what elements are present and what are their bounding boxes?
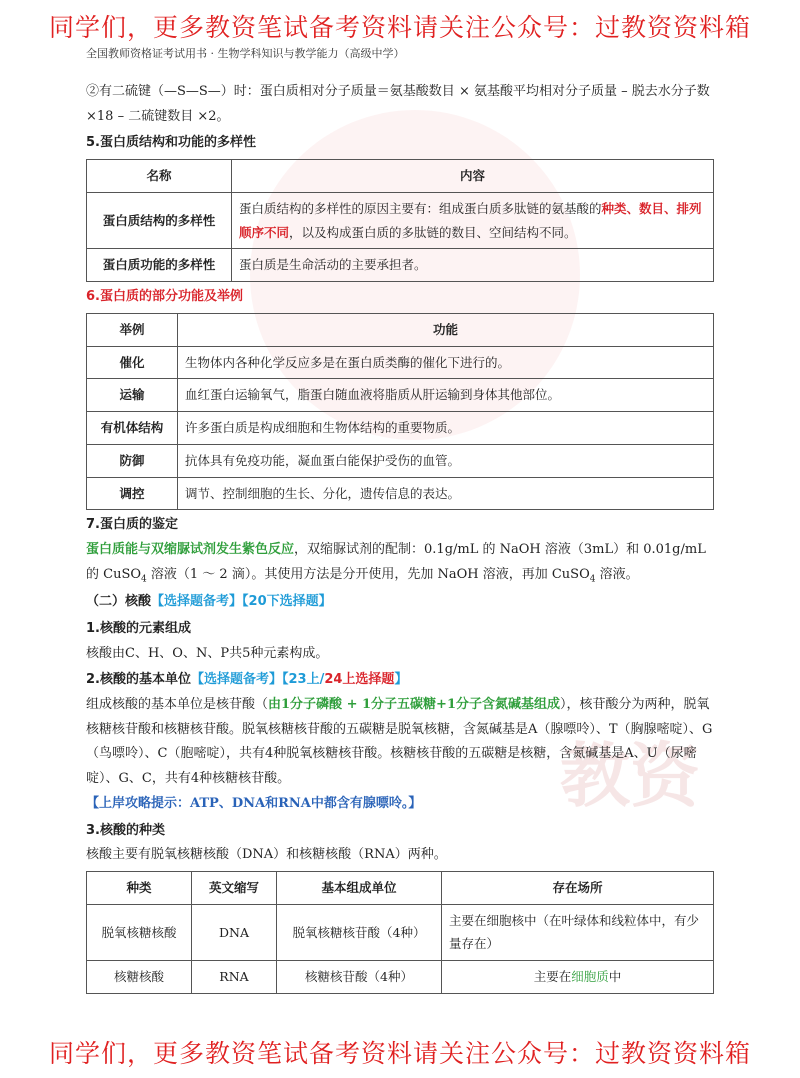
green-highlight: 由1分子磷酸 + 1分子五碳糖+1分子含氮碱基组成: [268, 697, 560, 713]
protein-function-table: [86, 313, 714, 511]
content-text: ，以及构成蛋白质的多肽链的数目、空间结构不同。: [289, 224, 577, 240]
exam-tag: 【选择题备考】: [151, 594, 243, 610]
col-header-place: 存在场所: [442, 871, 714, 904]
cell-place: [442, 961, 714, 994]
bottom-banner: 同学们，更多教资笔试备考资料请关注公众号：过教资资料箱: [48, 1039, 751, 1068]
n1-text: 核酸由C、H、O、N、P共5种元素构成。: [86, 645, 329, 661]
nucleic-acid-table: [86, 871, 714, 994]
exam-tag: 【23上/: [282, 672, 325, 688]
exam-tag: 】: [394, 672, 408, 688]
content-text: 蛋白质结构的多样性的原因主要有：组成蛋白质多肽链的氨基酸的: [239, 200, 602, 216]
section6-title: 6.蛋白质的部分功能及举例: [86, 289, 243, 305]
row-content: 生物体内各种化学反应多是在蛋白质类酶的催化下进行的。: [178, 346, 714, 379]
cell-place: 主要在细胞核中（在叶绿体和线粒体中，有少量存在）: [442, 904, 714, 961]
top-banner: 同学们，更多教资笔试备考资料请关注公众号：过教资资料箱: [48, 13, 751, 42]
part-title-text: （二）核酸: [86, 594, 152, 610]
row-name: 运输: [87, 379, 178, 412]
row-content: [232, 192, 714, 249]
table-row: [87, 192, 714, 249]
table-header-row: [87, 313, 714, 346]
highlight-text: 种类、数目、排列顺序不同: [239, 200, 702, 240]
title-text: 2.核酸的基本单位: [86, 672, 191, 688]
section7-title: 7.蛋白质的鉴定: [86, 517, 178, 533]
row-name: 蛋白质结构的多样性: [87, 192, 232, 249]
tip-note: 【上岸攻略提示：ATP、DNA和RNA中都含有腺嘌呤。】: [86, 795, 422, 811]
protein-diversity-table: [86, 159, 714, 282]
row-content: 蛋白质是生命活动的主要承担者。: [232, 249, 714, 282]
col-header-function: 功能: [178, 313, 714, 346]
table-row: [87, 904, 714, 961]
part2-title: [86, 590, 714, 615]
row-name: 调控: [87, 477, 178, 510]
cell-type: 脱氧核糖核酸: [87, 904, 192, 961]
n2-title: [86, 668, 714, 693]
table-row: [87, 961, 714, 994]
col-header-type: 种类: [87, 871, 192, 904]
table-row: [87, 444, 714, 477]
row-content: 血红蛋白运输氧气，脂蛋白随血液将脂质从肝运输到身体其他部位。: [178, 379, 714, 412]
col-header-example: 举例: [87, 313, 178, 346]
row-name: 催化: [87, 346, 178, 379]
col-header-abbr: 英文缩写: [192, 871, 277, 904]
exam-tag: 【选择题备考】: [190, 672, 282, 688]
col-header-content: 内容: [232, 160, 714, 193]
subscript: 4: [589, 574, 596, 585]
n1-title: 1.核酸的元素组成: [86, 621, 191, 636]
col-header-unit: 基本组成单位: [277, 871, 442, 904]
text: 组成核酸的基本单位是核苷酸（: [86, 697, 269, 713]
table-row: [87, 249, 714, 282]
row-name: 蛋白质功能的多样性: [87, 249, 232, 282]
n2-text: [86, 693, 714, 792]
table-row: [87, 412, 714, 445]
table-row: [87, 346, 714, 379]
table-row: [87, 379, 714, 412]
section5-title: 5.蛋白质结构和功能的多样性: [86, 135, 256, 151]
table-header-row: [87, 160, 714, 193]
watermark-text: 教资: [560, 735, 700, 817]
n3-title: 3.核酸的种类: [86, 822, 165, 838]
n3-text: 核酸主要有脱氧核糖核酸（DNA）和核糖核酸（RNA）两种。: [86, 847, 447, 863]
protein-identification-text: [86, 538, 714, 588]
row-content: 抗体具有免疫功能，凝血蛋白能保护受伤的血管。: [178, 444, 714, 477]
cell-unit: 脱氧核糖核苷酸（4种）: [277, 904, 442, 961]
book-subheader: 全国教师资格证考试用书 · 生物学科知识与教学能力（高级中学）: [86, 47, 405, 60]
green-highlight: 蛋白质能与双缩脲试剂发生紫色反应: [86, 541, 295, 557]
cell-abbr: RNA: [192, 961, 277, 994]
subscript: 4: [141, 574, 147, 585]
col-header-name: 名称: [87, 160, 232, 193]
disulfide-formula: ②有二硫键（—S—S—）时：蛋白质相对分子质量＝氨基酸数目 × 氨基酸平均相对分子质量 – 脱去水分子数 ×18 – 二硫键数目 ×2。: [86, 84, 710, 124]
cell-abbr: DNA: [192, 904, 277, 961]
text: ），核苷酸分为两种，脱氧核糖核苷酸和核糖核苷酸。脱氧核糖核苷酸的五碳糖是脱氧核糖，含氮碱基是A（腺嘌呤）、T（胸腺嘧啶）、G（鸟嘌呤）、C（胞嘧啶），共有4种脱氧核糖核苷酸。核糖核苷酸的五碳糖是核糖，含氮碱基是A、U（尿嘧啶）、G、C，共有4种核糖核苷酸。: [86, 697, 713, 787]
page-content: [86, 80, 714, 997]
table-header-row: [87, 871, 714, 904]
text: ，双缩脲试剂的配制：0.1g/mL 的 NaOH 溶液（3mL）和 0.01g/mL 的 CuSO: [86, 541, 706, 582]
green-highlight: 细胞质: [571, 969, 609, 985]
text: 中: [608, 969, 622, 985]
text: 溶液。: [595, 566, 639, 582]
text: 主要在: [533, 969, 572, 985]
table-row: [87, 477, 714, 510]
row-name: 防御: [87, 444, 178, 477]
exam-tag: 【20下选择题】: [242, 594, 332, 610]
text: 溶液（1 ～ 2 滴）。其使用方法是分开使用，先加 NaOH 溶液，再加 CuSO: [146, 566, 590, 582]
cell-unit: 核糖核苷酸（4种）: [277, 961, 442, 994]
row-content: 调节、控制细胞的生长、分化，遗传信息的表达。: [178, 477, 714, 510]
row-name: 有机体结构: [87, 412, 178, 445]
cell-type: 核糖核酸: [87, 961, 192, 994]
exam-tag-red: 24上选择题: [324, 672, 395, 688]
row-content: 许多蛋白质是构成细胞和生物体结构的重要物质。: [178, 412, 714, 445]
